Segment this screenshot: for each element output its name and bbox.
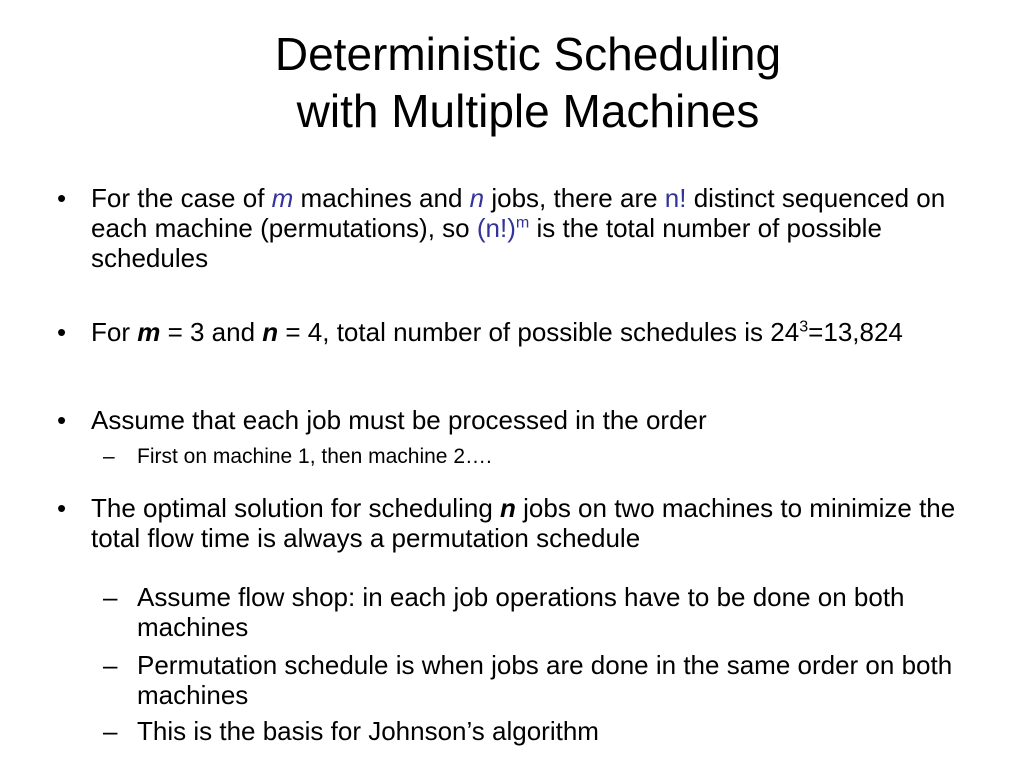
text-run: jobs, there are: [484, 183, 665, 213]
text-run: machines and: [293, 183, 470, 213]
bullet-text-3: Assume that each job must be processed in the order: [91, 405, 707, 435]
bullet-text-1: [91, 183, 991, 273]
sub-item-text: This is the basis for Johnson’s algorithm: [137, 716, 599, 746]
bullet-text-4: [91, 493, 991, 553]
slide-title: [0, 26, 1024, 140]
title-line-1: Deterministic Scheduling: [274, 28, 782, 80]
variable-n: n: [262, 317, 279, 347]
title-line-2: with Multiple Machines: [296, 85, 760, 137]
bullet-marker: •: [57, 405, 67, 435]
text-run: jobs on two machines to minimize the total flow time is always a permutation schedule: [91, 493, 956, 553]
dash-marker: –: [103, 582, 118, 612]
dash-marker: –: [103, 445, 115, 468]
text-run: distinct sequenced on each machine (permutations), so: [91, 183, 946, 243]
text-run: The optimal solution for scheduling: [91, 493, 501, 523]
variable-n: n: [469, 183, 485, 213]
text-run: For the case of: [91, 183, 272, 213]
sub-item-text: First on machine 1, then machine 2….: [137, 445, 492, 468]
text-run: = 4, total number of possible schedules is 24: [278, 317, 800, 347]
variable-n: n: [500, 493, 516, 523]
bullet-marker: •: [57, 317, 67, 347]
variable-m: m: [271, 183, 294, 213]
text-run: =13,824: [808, 317, 903, 347]
sub-item-text: Permutation schedule is when jobs are done in the same order on both machines: [137, 650, 953, 710]
formula-total-schedules: [477, 213, 529, 243]
text-run: is the total number of possible schedules: [91, 213, 882, 273]
sub-item-text: Assume flow shop: in each job operations have to be done on both machines: [137, 582, 905, 642]
formula-base: (n!): [476, 213, 516, 243]
dash-marker: –: [103, 650, 118, 680]
formula-exponent: m: [515, 213, 530, 232]
bullet-text-2: [91, 317, 991, 347]
bullet-marker: •: [57, 493, 67, 523]
formula-n-factorial: n!: [664, 183, 687, 213]
text-run: = 3 and: [160, 317, 263, 347]
bullet-marker: •: [57, 183, 67, 213]
dash-marker: –: [103, 716, 118, 746]
variable-m: m: [137, 317, 161, 347]
text-run: For: [91, 317, 138, 347]
exponent: 3: [799, 317, 809, 336]
